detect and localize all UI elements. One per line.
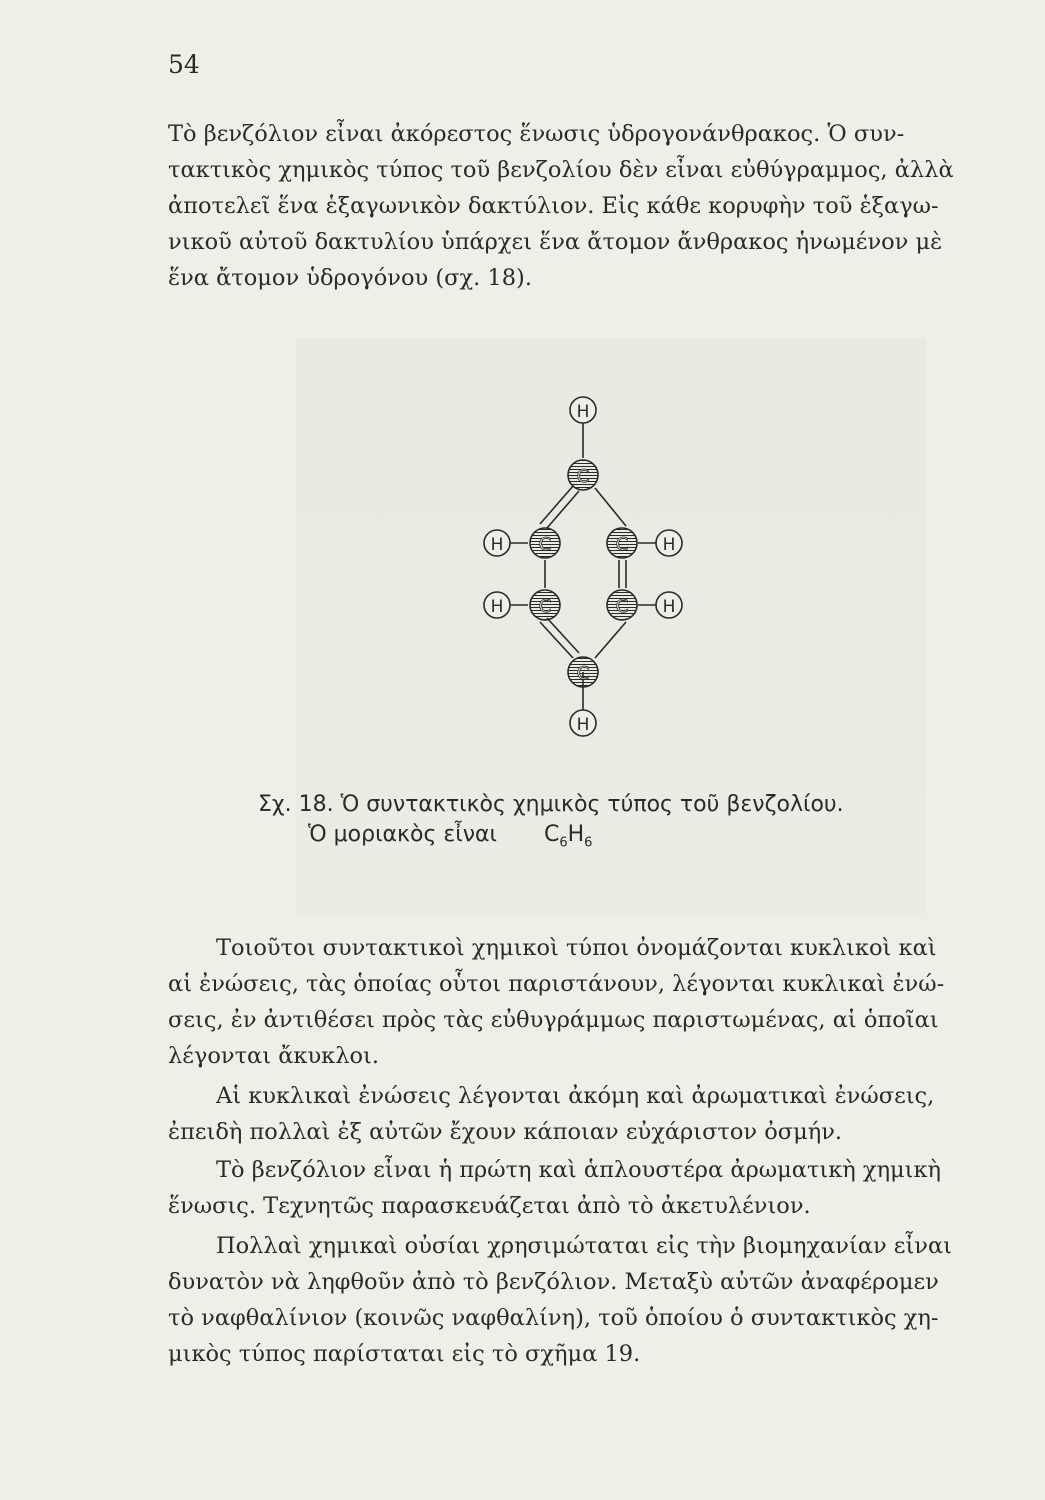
formula-carbon: C xyxy=(543,822,560,847)
carbon-atom-upper-right xyxy=(607,528,637,558)
caption-line-2 xyxy=(258,820,844,858)
atom-label: H xyxy=(576,402,590,422)
text-line: τὸ ναφθαλίνιον (κοινῶς ναφθαλίνη), τοῦ ὁποίου ὁ συντακτικὸς χη- xyxy=(168,1305,939,1331)
formula-hydrogen: H xyxy=(567,822,585,847)
text-line: Αἱ κυκλικαὶ ἐνώσεις λέγονται ἀκόμη καὶ ἀρωματικαὶ ἐνώσεις, xyxy=(216,1083,935,1109)
text-line: Τὸ βενζόλιον εἶναι ἀκόρεστος ἕνωσις ὑδρογονάνθρακος. Ὁ συν- xyxy=(168,121,905,147)
text-line: ἕνα ἄτομον ὑδρογόνου (σχ. 18). xyxy=(168,265,532,291)
formula-hydrogen-count: 6 xyxy=(584,835,593,851)
hydrogen-atom-bottom xyxy=(570,710,596,736)
hydrogen-atom-lower-right xyxy=(656,592,682,618)
text-line: Τοιοῦτοι συντακτικοὶ χημικοὶ τύποι ὀνομάζονται κυκλικοὶ καὶ xyxy=(216,935,937,961)
text-line: Πολλαὶ χημικαὶ οὐσίαι χρησιμώταται εἰς τὴν βιομηχανίαν εἶναι xyxy=(216,1233,952,1259)
atom-label: H xyxy=(662,597,676,617)
atom-label: C xyxy=(576,466,590,487)
bond-single-bottom-right xyxy=(595,622,626,658)
paragraph-intro xyxy=(168,116,988,296)
atom-label: H xyxy=(490,597,504,617)
text-line: τακτικὸς χημικὸς τύπος τοῦ βενζολίου δὲν εἶναι εὐθύγραμμος, ἀλλὰ xyxy=(168,157,954,183)
atom-label: C xyxy=(538,534,552,555)
atom-label: C xyxy=(615,534,629,555)
text-line: Τὸ βενζόλιον εἶναι ἡ πρώτη καὶ ἁπλουστέρα ἀρωματικὴ χημικὴ xyxy=(216,1157,942,1183)
atom-label: H xyxy=(576,715,590,735)
text-line: ἐπειδὴ πολλαὶ ἐξ αὐτῶν ἔχουν κάποιαν εὐχάριστον ὀσμήν. xyxy=(168,1119,843,1145)
figure-caption xyxy=(258,790,844,858)
carbon-atom-lower-left xyxy=(530,590,560,620)
benzene-structure-diagram xyxy=(440,390,740,750)
carbon-atom-upper-left xyxy=(530,528,560,558)
atom-label: C xyxy=(538,596,552,617)
carbon-atom-lower-right xyxy=(607,590,637,620)
hydrogen-atom-top xyxy=(570,397,596,423)
page-number: 54 xyxy=(168,50,200,79)
text-line: λέγονται ἄκυκλοι. xyxy=(168,1043,379,1069)
hydrogen-atom-lower-left xyxy=(484,592,510,618)
text-line: σεις, ἐν ἀντιθέσει πρὸς τὰς εὐθυγράμμως παριστωμένας, αἱ ὁποῖαι xyxy=(168,1007,939,1033)
hydrogen-atom-upper-right xyxy=(656,530,682,556)
carbon-atom-bottom xyxy=(568,657,598,687)
carbon-atom-top xyxy=(568,460,598,490)
text-line: αἱ ἐνώσεις, τὰς ὁποίας οὗτοι παριστάνουν, λέγονται κυκλικαὶ ἐνώ- xyxy=(168,971,945,997)
paragraph-benzene xyxy=(168,1152,988,1224)
text-line: δυνατὸν νὰ ληφθοῦν ἀπὸ τὸ βενζόλιον. Μεταξὺ αὐτῶν ἀναφέρομεν xyxy=(168,1269,939,1295)
atom-label: H xyxy=(490,535,504,555)
text-line: νικοῦ αὐτοῦ δακτυλίου ὑπάρχει ἕνα ἄτομον ἄνθρακος ἡνωμένον μὲ xyxy=(168,229,943,255)
text-line: μικὸς τύπος παρίσταται εἰς τὸ σχῆμα 19. xyxy=(168,1341,641,1367)
paragraph-aromatic xyxy=(168,1078,988,1150)
hydrogen-atom-upper-left xyxy=(484,530,510,556)
formula-carbon-count: 6 xyxy=(559,835,568,851)
text-line: ἀποτελεῖ ἕνα ἑξαγωνικὸν δακτύλιον. Εἰς κάθε κορυφὴν τοῦ ἑξαγω- xyxy=(168,193,939,219)
atom-label: C xyxy=(615,596,629,617)
paragraph-cyclic xyxy=(168,930,988,1074)
caption-line-1: Σχ. 18. Ὁ συντακτικὸς χημικὸς τύπος τοῦ βενζολίου. xyxy=(258,792,844,817)
atom-label: H xyxy=(662,535,676,555)
atom-label: C xyxy=(576,663,590,684)
caption-molecular-prefix: Ὁ μοριακὸς εἶναι xyxy=(308,822,497,847)
molecular-formula xyxy=(543,822,593,851)
bond-single-top-right xyxy=(595,488,626,526)
paragraph-naphthalene xyxy=(168,1228,988,1372)
bond-double-top-left xyxy=(540,486,573,524)
text-line: ἕνωσις. Τεχνητῶς παρασκευάζεται ἀπὸ τὸ ἀκετυλένιον. xyxy=(168,1193,811,1219)
